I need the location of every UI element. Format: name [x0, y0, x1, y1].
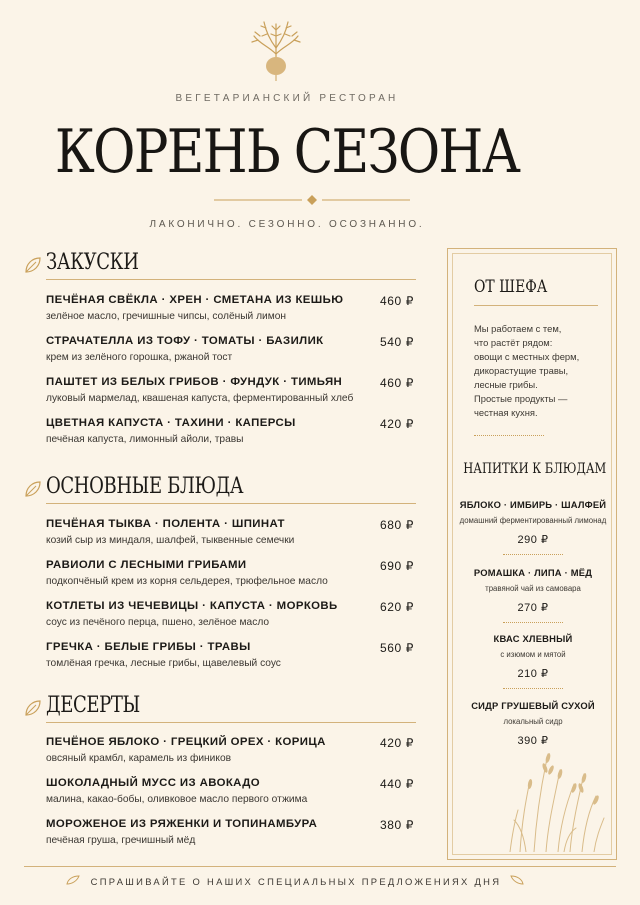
footer-text: СПРАШИВАЙТЕ О НАШИХ СПЕЦИАЛЬНЫХ ПРЕДЛОЖЕНИЯХ ДНЯ: [90, 876, 502, 887]
section-header: [24, 474, 416, 504]
drink-name: ЯБЛОКО · ИМБИРЬ · ШАЛФЕЙ: [459, 499, 607, 510]
item-name: СТРАЧАТЕЛЛА ИЗ ТОФУ · ТОМАТЫ · БАЗИЛИК: [46, 335, 324, 347]
section-divider: [46, 722, 416, 723]
section-header: [24, 693, 416, 723]
item-description: соус из печёного перца, пшено, зелёное масло: [46, 617, 270, 628]
section-divider: [46, 503, 416, 504]
drink-description: травяной чай из самовара: [485, 584, 581, 593]
item-price: 420 ₽: [380, 417, 414, 431]
item-name: РАВИОЛИ С ЛЕСНЫМИ ГРИБАМИ: [46, 559, 247, 571]
item-price: 440 ₽: [380, 777, 414, 791]
leaf-icon: [24, 480, 42, 498]
item-name: МОРОЖЕНОЕ ИЗ РЯЖЕНКИ И ТОПИНАМБУРА: [46, 818, 318, 830]
drink-description: домашний ферментированный лимонад: [459, 516, 607, 525]
leaf-icon: [24, 699, 42, 717]
drink-name: РОМАШКА · ЛИПА · МЁД: [473, 567, 593, 578]
item-description: подкопчёный крем из корня сельдерея, трюфельное масло: [46, 576, 328, 587]
item-name: КОТЛЕТЫ ИЗ ЧЕЧЕВИЦЫ · КАПУСТА · МОРКОВЬ: [46, 600, 338, 612]
leaf-icon: [24, 256, 42, 274]
drink-price: 210 ₽: [517, 668, 549, 680]
section-divider: [46, 279, 416, 280]
menu-item: [24, 641, 416, 682]
footer-divider: [24, 866, 616, 867]
item-name: ШОКОЛАДНЫЙ МУСС ИЗ АВОКАДО: [46, 777, 261, 789]
chef-text-line: дикорастущие травы,: [474, 365, 569, 376]
chef-text-line: Мы работаем с тем,: [474, 323, 562, 334]
menu-item: [24, 294, 416, 335]
restaurant-title: КОРЕНЬ СЕЗОНА: [54, 117, 520, 187]
item-price: 560 ₽: [380, 641, 414, 655]
chef-text-line: овощи с местных ферм,: [474, 351, 580, 362]
chef-text-line: что растёт рядом:: [474, 337, 553, 348]
item-description: крем из зелёного горошка, ржаной тост: [46, 352, 233, 363]
diamond-ornament-icon: [214, 194, 410, 206]
menu-item: [24, 335, 416, 376]
item-price: 620 ₽: [380, 600, 414, 614]
tagline: ЛАКОНИЧНО. СЕЗОННО. ОСОЗНАННО.: [149, 219, 425, 230]
section-main-courses: [24, 474, 416, 682]
drink-price: 290 ₽: [517, 534, 549, 546]
section-title: ДЕСЕРТЫ: [46, 693, 140, 718]
item-description: луковый мармелад, квашеная капуста, ферментированный хлеб: [46, 393, 354, 404]
item-description: печёная капуста, лимонный айоли, травы: [46, 434, 244, 445]
section-header: [24, 250, 416, 280]
chef-divider: [474, 305, 598, 306]
item-description: козий сыр из миндаля, шалфей, тыквенные семечки: [46, 535, 295, 546]
item-price: 420 ₽: [380, 736, 414, 750]
item-price: 460 ₽: [380, 376, 414, 390]
beet-logo-icon: [246, 14, 306, 82]
menu-item: [24, 600, 416, 641]
dotted-divider: [474, 435, 544, 436]
drinks-title: НАПИТКИ К БЛЮДАМ: [463, 461, 607, 477]
menu-item: [24, 417, 416, 458]
section-title: ЗАКУСКИ: [46, 250, 139, 275]
section-desserts: [24, 693, 416, 859]
item-description: печёная груша, гречишный мёд: [46, 835, 196, 846]
menu-item: [24, 559, 416, 600]
drink-name: КВАС ХЛЕВНЫЙ: [493, 633, 573, 644]
section-appetizers: [24, 250, 416, 458]
drink-item: [448, 633, 618, 689]
drink-description: с изюмом и мятой: [500, 650, 566, 659]
drink-price: 270 ₽: [517, 602, 549, 614]
item-name: ПАШТЕТ ИЗ БЕЛЫХ ГРИБОВ · ФУНДУК · ТИМЬЯН: [46, 376, 343, 388]
item-description: овсяный крамбл, карамель из фиников: [46, 753, 232, 764]
drink-item: [448, 567, 618, 623]
dotted-divider: [503, 622, 563, 623]
item-price: 690 ₽: [380, 559, 414, 573]
item-name: ПЕЧЁНАЯ ТЫКВА · ПОЛЕНТА · ШПИНАТ: [46, 518, 285, 530]
item-price: 380 ₽: [380, 818, 414, 832]
item-name: ГРЕЧКА · БЕЛЫЕ ГРИБЫ · ТРАВЫ: [46, 641, 251, 653]
chef-text-line: лесные грибы.: [474, 379, 538, 390]
section-title: ОСНОВНЫЕ БЛЮДА: [46, 474, 244, 499]
menu-item: [24, 518, 416, 559]
menu-item: [24, 777, 416, 818]
item-name: ЦВЕТНАЯ КАПУСТА · ТАХИНИ · КАПЕРСЫ: [46, 417, 296, 429]
item-name: ПЕЧЁНАЯ СВЁКЛА · ХРЕН · СМЕТАНА ИЗ КЕШЬЮ: [46, 294, 344, 306]
item-description: малина, какао-бобы, оливковое масло первого отжима: [46, 794, 308, 805]
item-name: ПЕЧЁНОЕ ЯБЛОКО · ГРЕЦКИЙ ОРЕХ · КОРИЦА: [46, 736, 326, 748]
dotted-divider: [503, 554, 563, 555]
restaurant-subtitle: ВЕГЕТАРИАНСКИЙ РЕСТОРАН: [175, 93, 399, 104]
menu-item: [24, 818, 416, 859]
chef-text-line: Простые продукты —: [474, 393, 568, 404]
chef-text: [474, 322, 604, 420]
item-description: томлёная гречка, лесные грибы, щавелевый соус: [46, 658, 281, 669]
wheat-grass-illustration: [500, 740, 610, 852]
menu-item: [24, 376, 416, 417]
dotted-divider: [503, 688, 563, 689]
drink-item: [448, 499, 618, 555]
drink-price: 390 ₽: [517, 735, 549, 747]
item-price: 680 ₽: [380, 518, 414, 532]
chef-title: ОТ ШЕФА: [474, 277, 548, 297]
leaf-ornament-icon: [510, 875, 524, 885]
menu-item: [24, 736, 416, 777]
item-description: зелёное масло, гречишные чипсы, солёный лимон: [46, 311, 287, 322]
chef-text-line: честная кухня.: [474, 407, 538, 418]
drink-name: СИДР ГРУШЕВЫЙ СУХОЙ: [471, 700, 595, 711]
item-price: 540 ₽: [380, 335, 414, 349]
drink-description: локальный сидр: [503, 717, 563, 726]
item-price: 460 ₽: [380, 294, 414, 308]
